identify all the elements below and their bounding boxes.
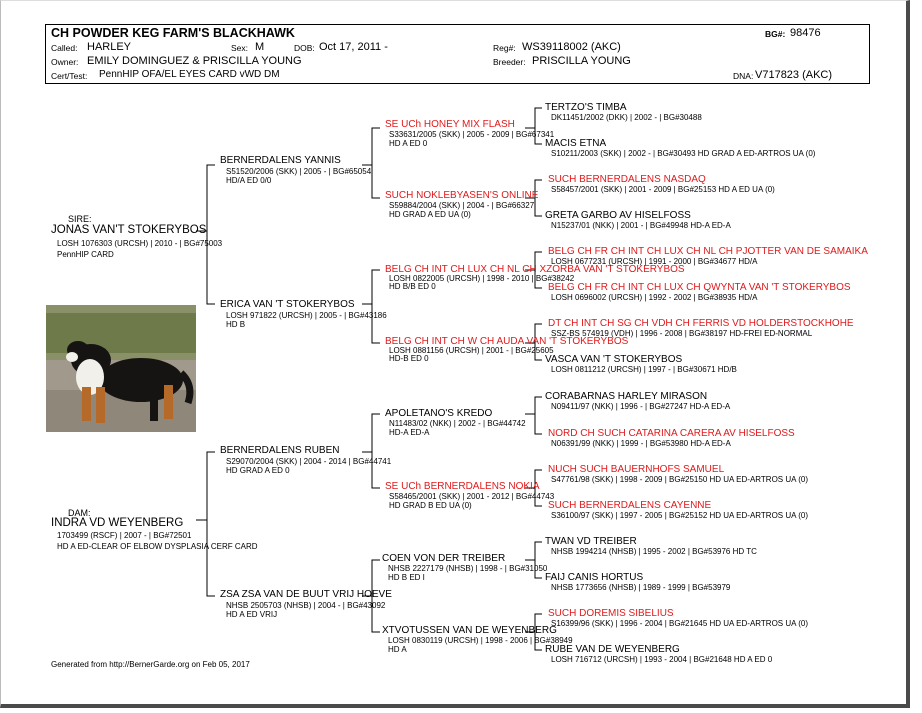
gen4-registration: LOSH 0677231 (URCSH) | 1991 - 2000 | BG#34677 HD/A <box>551 257 758 266</box>
gen3-health: HD GRAD A ED UA (0) <box>389 210 471 219</box>
dog-name: CH POWDER KEG FARM'S BLACKHAWK <box>51 26 295 40</box>
gen4-registration: LOSH 0696002 (URCSH) | 1992 - 2002 | BG#38935 HD/A <box>551 293 758 302</box>
dob-label: DOB: <box>294 43 315 53</box>
gen4-name: RUBE VAN DE WEYENBERG <box>545 644 680 655</box>
gen2-name: ZSA ZSA VAN DE BUUT VRIJ HOEVE <box>220 589 392 600</box>
gen4-registration: LOSH 0811212 (URCSH) | 1997 - | BG#30671 HD/B <box>551 365 737 374</box>
sire-name: JONAS VAN'T STOKERYBOS <box>51 224 207 236</box>
sire-health: PennHIP CARD <box>57 250 114 259</box>
gen2-registration: S51520/2006 (SKK) | 2005 - | BG#65054 <box>226 167 372 176</box>
gen3-name: SUCH NOKLEBYASEN'S ONLINE <box>385 190 539 201</box>
gen2-registration: LOSH 971822 (URCSH) | 2005 - | BG#43186 <box>226 311 387 320</box>
gen2-health: HD GRAD A ED 0 <box>226 466 290 475</box>
gen4-name: BELG CH FR CH INT CH LUX CH QWYNTA VAN 'T STOKERYBOS <box>548 282 851 293</box>
sex-value: M <box>255 41 265 53</box>
gen3-registration: LOSH 0822005 (URCSH) | 1998 - 2010 | BG#38242 <box>389 274 575 283</box>
gen3-health: HD B/B ED 0 <box>389 282 436 291</box>
owner-value: EMILY DOMINGUEZ & PRISCILLA YOUNG <box>87 55 302 67</box>
gen4-registration: S58457/2001 (SKK) | 2001 - 2009 | BG#25153 HD A ED UA (0) <box>551 185 775 194</box>
gen3-registration: S33631/2005 (SKK) | 2005 - 2009 | BG#67341 <box>389 130 555 139</box>
bg-value: 98476 <box>790 27 821 39</box>
gen4-name: TERTZO'S TIMBA <box>545 102 627 113</box>
called-value: HARLEY <box>87 41 132 53</box>
dog-photo <box>46 305 196 432</box>
dna-label: DNA: <box>733 71 754 81</box>
gen4-name: NORD CH SUCH CATARINA CARERA AV HISELFOSS <box>548 428 795 439</box>
sex-label: Sex: <box>231 43 249 53</box>
gen4-name: NUCH SUCH BAUERNHOFS SAMUEL <box>548 464 725 475</box>
owner-label: Owner: <box>51 57 79 67</box>
gen3-registration: N11483/02 (NKK) | 2002 - | BG#44742 <box>389 419 526 428</box>
gen2-registration: NHSB 2505703 (NHSB) | 2004 - | BG#43092 <box>226 601 386 610</box>
called-label: Called: <box>51 43 78 53</box>
bg-label: BG#: <box>765 29 786 39</box>
gen4-name: FAIJ CANIS HORTUS <box>545 572 644 583</box>
gen2-health: HD B <box>226 320 246 329</box>
reg-value: WS39118002 (AKC) <box>522 41 621 53</box>
reg-label: Reg#: <box>493 43 516 53</box>
gen4-registration: N06391/99 (NKK) | 1999 - | BG#53980 HD-A ED-A <box>551 439 731 448</box>
gen3-health: HD B ED I <box>388 573 425 582</box>
gen4-registration: LOSH 716712 (URCSH) | 1993 - 2004 | BG#21648 HD A ED 0 <box>551 655 773 664</box>
gen3-health: HD A ED 0 <box>389 139 428 148</box>
gen3-registration: LOSH 0830119 (URCSH) | 1998 - 2006 | BG#38949 <box>388 636 573 645</box>
gen4-name: SUCH DOREMIS SIBELIUS <box>548 608 674 619</box>
gen3-name: BELG CH INT CH LUX CH NL CH XZORBA VAN 'T STOKERYBOS <box>385 264 685 275</box>
gen2-registration: S29070/2004 (SKK) | 2004 - 2014 | BG#44741 <box>226 457 392 466</box>
gen4-name: DT CH INT CH SG CH VDH CH FERRIS VD HOLDERSTOCKHOHE <box>548 318 854 329</box>
gen4-registration: S36100/97 (SKK) | 1997 - 2005 | BG#25152 HD UA ED-ARTROS UA (0) <box>551 511 809 520</box>
gen4-name: VASCA VAN 'T STOKERYBOS <box>545 354 683 365</box>
gen3-name: SE UCh HONEY MIX FLASH <box>385 119 515 130</box>
dam-caption: DAM: <box>68 508 91 518</box>
dam-registration: 1703499 (RSCF) | 2007 - | BG#72501 <box>57 531 192 540</box>
gen2-name: BERNERDALENS YANNIS <box>220 155 341 166</box>
gen4-registration: S16399/96 (SKK) | 1996 - 2004 | BG#21645 HD UA ED-ARTROS UA (0) <box>551 619 809 628</box>
gen4-registration: DK11451/2002 (DKK) | 2002 - | BG#30488 <box>551 113 702 122</box>
gen4-name: SUCH BERNERDALENS CAYENNE <box>548 500 712 511</box>
gen3-registration: S58465/2001 (SKK) | 2001 - 2012 | BG#44743 <box>389 492 555 501</box>
gen2-health: HD A ED VRIJ <box>226 610 278 619</box>
gen4-name: MACIS ETNA <box>545 138 607 149</box>
sire-registration: LOSH 1076303 (URCSH) | 2010 - | BG#75003 <box>57 239 223 248</box>
gen4-registration: NHSB 1994214 (NHSB) | 1995 - 2002 | BG#53976 HD TC <box>551 547 757 556</box>
gen3-registration: S59884/2004 (SKK) | 2004 - | BG#66327 <box>389 201 535 210</box>
gen2-name: ERICA VAN 'T STOKERYBOS <box>220 299 355 310</box>
gen4-registration: NHSB 1773656 (NHSB) | 1989 - 1999 | BG#53979 <box>551 583 731 592</box>
gen4-name: CORABARNAS HARLEY MIRASON <box>545 391 708 402</box>
gen3-registration: LOSH 0881156 (URCSH) | 2001 - | BG#25605 <box>389 346 554 355</box>
gen3-health: HD A <box>388 645 407 654</box>
breeder-label: Breeder: <box>493 57 526 67</box>
gen2-health: HD/A ED 0/0 <box>226 176 272 185</box>
gen3-name: APOLETANO'S KREDO <box>385 408 493 419</box>
gen4-registration: S47761/98 (SKK) | 1998 - 2009 | BG#25150 HD UA ED-ARTROS UA (0) <box>551 475 809 484</box>
cert-value: PennHIP OFA/EL EYES CARD vWD DM <box>99 69 280 80</box>
gen4-name: BELG CH FR CH INT CH LUX CH NL CH PJOTTER VAN DE SAMAIKA <box>548 246 868 257</box>
gen2-name: BERNERDALENS RUBEN <box>220 445 340 456</box>
gen4-name: SUCH BERNERDALENS NASDAQ <box>548 174 706 185</box>
gen3-name: BELG CH INT CH W CH AUDA VAN 'T STOKERYBOS <box>385 336 629 347</box>
gen4-name: TWAN VD TREIBER <box>545 536 637 547</box>
generated-footer: Generated from http://BernerGarde.org on Feb 05, 2017 <box>51 660 250 669</box>
dam-name: INDRA VD WEYENBERG <box>51 517 184 529</box>
gen3-health: HD-B ED 0 <box>389 354 429 363</box>
dam-health: HD A ED-CLEAR OF ELBOW DYSPLASIA CERF CARD <box>57 542 258 551</box>
gen4-registration: N15237/01 (NKK) | 2001 - | BG#49948 HD-A ED-A <box>551 221 731 230</box>
breeder-value: PRISCILLA YOUNG <box>532 55 631 67</box>
gen4-registration: N09411/97 (NKK) | 1996 - | BG#27247 HD-A ED-A <box>551 402 731 411</box>
gen3-registration: NHSB 2227179 (NHSB) | 1998 - | BG#31050 <box>388 564 548 573</box>
gen4-name: GRETA GARBO AV HISELFOSS <box>545 210 691 221</box>
cert-label: Cert/Test: <box>51 71 88 81</box>
sire-caption: SIRE: <box>68 214 92 224</box>
dna-value: V717823 (AKC) <box>755 69 833 81</box>
gen4-registration: SSZ-BS 574919 (VDH) | 1996 - 2008 | BG#38197 HD-FREI ED-NORMAL <box>551 329 813 338</box>
gen3-name: SE UCh BERNERDALENS NOKIA <box>385 481 540 492</box>
gen3-name: COEN VON DER TREIBER <box>382 553 506 564</box>
gen3-name: XTVOTUSSEN VAN DE WEYENBERG <box>382 625 557 636</box>
dob-value: Oct 17, 2011 - <box>319 41 388 53</box>
gen3-health: HD GRAD B ED UA (0) <box>389 501 472 510</box>
gen4-registration: S10211/2003 (SKK) | 2002 - | BG#30493 HD GRAD A ED-ARTROS UA (0) <box>551 149 816 158</box>
gen3-health: HD-A ED-A <box>389 428 430 437</box>
